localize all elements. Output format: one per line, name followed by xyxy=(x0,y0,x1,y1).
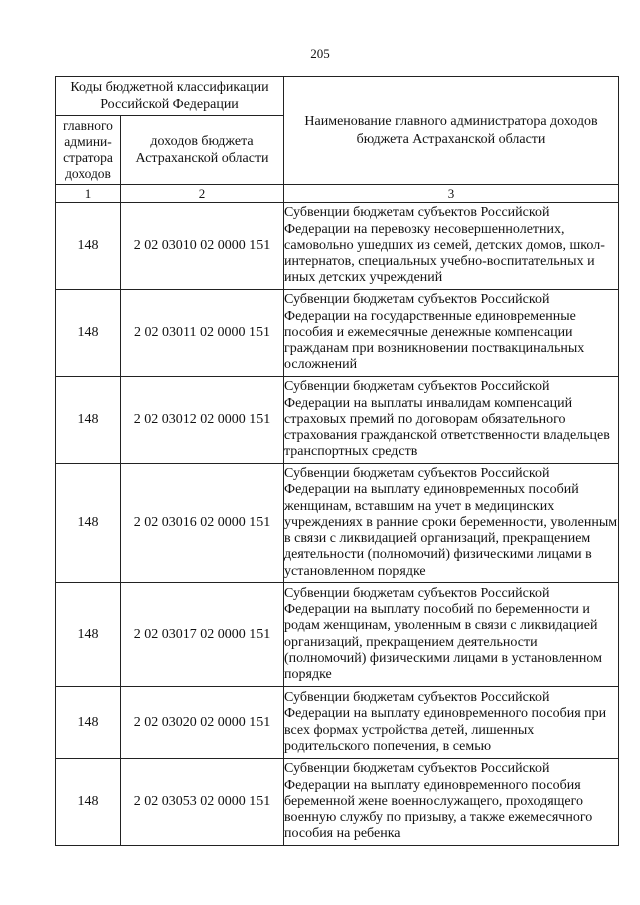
revenue-code-cell: 2 02 03012 02 0000 151 xyxy=(121,377,284,464)
table-row xyxy=(56,464,619,583)
admin-code-cell: 148 xyxy=(56,290,121,377)
description-cell: Субвенции бюджетам субъектов Российской Федерации на выплату единовременных пособий женщинам, вставшим на учет в медицинских учреждениях в ранние сроки беременности, уволенным в связи с ликвидацией организаций, прекращением деятельности (полномочий) физическими лицами в установленном порядке xyxy=(284,464,619,583)
revenue-code-cell: 2 02 03017 02 0000 151 xyxy=(121,583,284,687)
column-number-2: 2 xyxy=(121,185,284,203)
header-administrator-name: Наименование главного администратора доходов бюджета Астраханской области xyxy=(284,77,619,185)
page-number: 205 xyxy=(310,46,330,61)
table-row xyxy=(56,759,619,846)
admin-code-cell: 148 xyxy=(56,583,121,687)
description-cell: Субвенции бюджетам субъектов Российской Федерации на выплату единовременного пособия при всех формах устройства детей, лишенных родительского попечения, в семью xyxy=(284,687,619,759)
description-cell: Субвенции бюджетам субъектов Российской Федерации на выплату единовременного пособия беременной жене военнослужащего, проходящего военную службу по призыву, а также ежемесячного пособия на ребенка xyxy=(284,759,619,846)
admin-code-cell: 148 xyxy=(56,203,121,290)
revenue-code-cell: 2 02 03011 02 0000 151 xyxy=(121,290,284,377)
table-row xyxy=(56,583,619,687)
admin-code-cell: 148 xyxy=(56,687,121,759)
description-cell: Субвенции бюджетам субъектов Российской Федерации на выплаты инвалидам компенсаций страховых премий по договорам обязательного страхования гражданской ответственности владельцев транспортных средств xyxy=(284,377,619,464)
admin-code-cell: 148 xyxy=(56,377,121,464)
table-row xyxy=(56,290,619,377)
admin-code-cell: 148 xyxy=(56,464,121,583)
description-cell: Субвенции бюджетам субъектов Российской Федерации на перевозку несовершеннолетних, самовольно ушедших из семей, детских домов, школ-интернатов, специальных учебно-воспитательных и иных детских учреждений xyxy=(284,203,619,290)
revenue-code-cell: 2 02 03010 02 0000 151 xyxy=(121,203,284,290)
description-cell: Субвенции бюджетам субъектов Российской Федерации на государственные единовременные пособия и ежемесячные денежные компенсации гражданам при возникновении поствакцинальных осложнений xyxy=(284,290,619,377)
table-row xyxy=(56,203,619,290)
header-main-administrator: главного админи- стратора доходов xyxy=(56,116,121,185)
column-number-1: 1 xyxy=(56,185,121,203)
table-row xyxy=(56,377,619,464)
header-budget-revenue: доходов бюджета Астраханской области xyxy=(121,116,284,185)
budget-classification-table xyxy=(55,76,619,846)
column-number-3: 3 xyxy=(284,185,619,203)
header-codes-group: Коды бюджетной классификации Российской Федерации xyxy=(56,77,284,116)
revenue-code-cell: 2 02 03016 02 0000 151 xyxy=(121,464,284,583)
description-cell: Субвенции бюджетам субъектов Российской Федерации на выплату пособий по беременности и родам женщинам, уволенным в связи с ликвидацией организаций, прекращением деятельности (полномочий) физическими лицами в установленном порядке xyxy=(284,583,619,687)
admin-code-cell: 148 xyxy=(56,759,121,846)
table-row xyxy=(56,687,619,759)
revenue-code-cell: 2 02 03020 02 0000 151 xyxy=(121,687,284,759)
revenue-code-cell: 2 02 03053 02 0000 151 xyxy=(121,759,284,846)
